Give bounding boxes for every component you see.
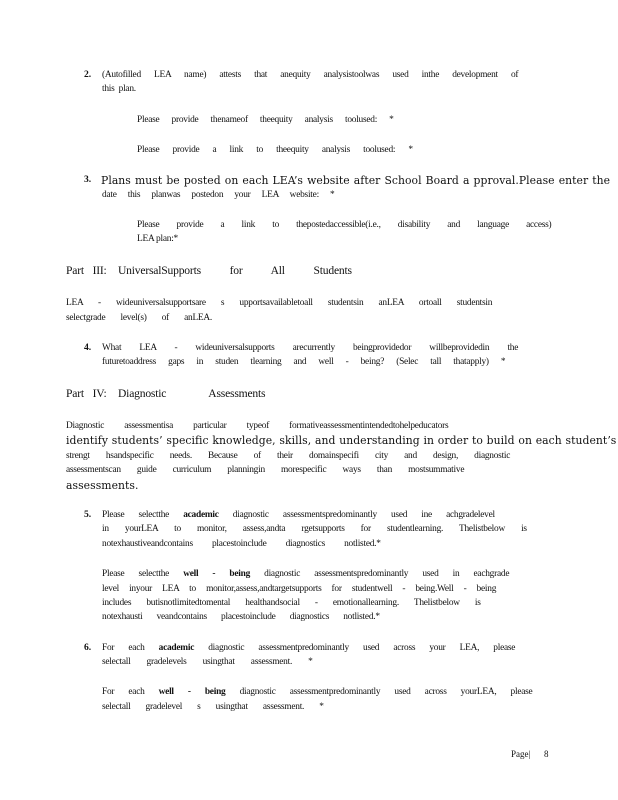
page-number: 8: [544, 749, 549, 759]
item-2-number: 2.: [84, 69, 92, 80]
part-3-paragraph-cont: selectgrade level(s) of anLEA.: [66, 313, 213, 323]
item-5-wellbeing-text: Please selectthe well - being diagnostic assessmentspredominantly used in eachgrade: [102, 569, 510, 579]
page-label: Page|: [511, 749, 531, 759]
part-3-title: UniversalSupports for All Students: [118, 264, 352, 277]
part-4-paragraph-cont: assessments.: [66, 479, 139, 492]
item-3-bullet-plan-link: Please provide a link to thepostedaccessible(i.e., disability and language access): [137, 220, 552, 230]
part-4-paragraph-cont: assessmentscan guide curriculum planningin morespecific ways than mostsummative: [66, 465, 465, 475]
item-5-number: 5.: [84, 509, 92, 520]
item-6-wellbeing-text-cont: selectall gradelevel s usingthat assessment. *: [102, 702, 324, 712]
item-2-text: (Autofilled LEA name) attests that anequity analysistoolwas used inthe development of: [102, 70, 519, 80]
part-3-label: Part III:: [66, 264, 107, 277]
item-5-wellbeing-text-cont: level inyour LEA to monitor,assess,andtargetsupports for studentwell - being.Well - being: [102, 584, 497, 594]
part-3-paragraph: LEA - wideuniversalsupportsare s upportsavailabletoall studentsin anLEA ortoall studentsin: [66, 298, 493, 308]
item-5-wellbeing-text-cont: includes butisnotlimitedtomental healthandsocial - emotionallearning. Thelistbelow is: [102, 598, 481, 608]
part-4-paragraph: Diagnostic assessmentisa particular typeof formativeassessmentintendedtohelpeducators: [66, 421, 449, 431]
item-3-number: 3.: [84, 174, 92, 185]
item-6-academic-text: For each academic diagnostic assessmentpredominantly used across your LEA, please: [102, 643, 516, 653]
part-4-paragraph-cont: strengt hsandspecific needs. Because of their domainspecifi city and design, diagnostic: [66, 451, 511, 461]
item-4-number: 4.: [84, 342, 92, 353]
item-6-number: 6.: [84, 642, 92, 653]
item-6-academic-text-cont: selectall gradelevels usingthat assessment. *: [102, 657, 313, 667]
item-2-bullet-tool-link: Please provide a link to theequity analysis toolused: *: [137, 145, 413, 155]
item-5-academic-text-cont: notexhaustiveandcontains placestoinclude diagnostics notlisted.*: [102, 539, 381, 549]
part-4-label: Part IV:: [66, 387, 107, 400]
item-5-academic-text-cont: in yourLEA to monitor, assess,andta rgetsupports for studentlearning. Thelistbelow is: [102, 524, 527, 534]
item-3-text: Plans must be posted on each LEA’s website after School Board a pproval.Please enter the: [101, 174, 611, 187]
part-4-title: Diagnostic Assessments: [118, 387, 266, 400]
item-6-wellbeing-text: For each well - being diagnostic assessmentpredominantly used across yourLEA, please: [102, 687, 533, 697]
item-2-bullet-tool-name: Please provide thenameof theequity analysis toolused: *: [137, 115, 394, 125]
item-4-text: What LEA - wideuniversalsupports arecurrently beingprovidedor willbeprovidedin the: [102, 343, 519, 353]
item-5-wellbeing-text-cont: notexhausti veandcontains placestoinclude diagnostics notlisted.*: [102, 612, 380, 622]
item-4-text-cont: futuretoaddress gaps in studen tlearning and well - being? (Selec tall thatapply) *: [102, 357, 506, 367]
item-3-bullet-plan-link-cont: LEA plan:*: [137, 234, 178, 244]
part-4-paragraph-cont: identify students’ specific knowledge, skills, and understanding in order to build on each student’s: [66, 434, 617, 447]
item-2-text-cont: this plan.: [102, 84, 136, 94]
item-3-text-cont: date this planwas postedon your LEA website: *: [102, 190, 335, 200]
item-5-academic-text: Please selectthe academic diagnostic assessmentspredominantly used ine achgradelevel: [102, 510, 495, 520]
